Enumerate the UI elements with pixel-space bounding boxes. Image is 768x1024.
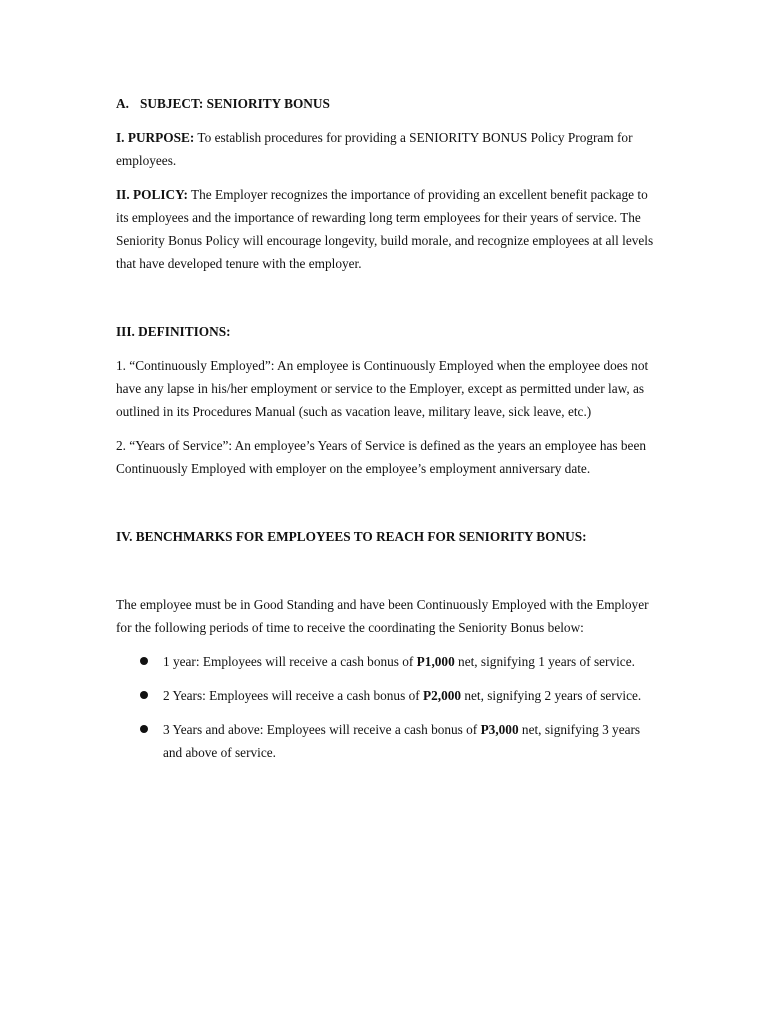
bonus-item-suffix: net, signifying 2 years of service. [461,688,642,703]
definition-item-2: 2. “Years of Service”: An employee’s Years of Service is defined as the years an employee has been Continuously Employed with employer on the employee’s employment anniversary date. [116,438,646,476]
policy-text: The Employer recognizes the importance of providing an excellent benefit package to its employees and the importance of rewarding long term employees for their years of service. The Seniority Bonus Policy will encourage longevity, build morale, and recognize employees at all levels that have developed tenure with the employer. [116,187,654,271]
bonus-list-item [116,650,656,673]
purpose-text: To establish procedures for providing a SENIORITY BONUS Policy Program for employees. [116,130,633,168]
definitions-heading: III. DEFINITIONS: [116,324,231,339]
bonus-list-item [116,718,656,764]
bonus-item-amount: P2,000 [422,688,462,703]
bonus-item-prefix: 2 Years: Employees will receive a cash bonus of [163,688,423,703]
section-a-title: SUBJECT: SENIORITY BONUS [140,96,330,111]
bullet-dot-icon [140,657,148,665]
bonus-item-prefix: 3 Years and above: Employees will receive a cash bonus of [163,722,481,737]
document-page [116,92,656,775]
policy-label: II. POLICY: [116,187,188,202]
benchmarks-intro: The employee must be in Good Standing and have been Continuously Employed with the Employer for the following periods of time to receive the coordinating the Seniority Bonus below: [116,597,649,635]
bonus-item-amount: P1,000 [416,654,455,669]
section-a-letter: A. [116,96,129,111]
purpose-paragraph [116,126,656,172]
purpose-label: I. PURPOSE: [116,130,195,145]
section-a-heading [116,92,656,115]
bonus-item-suffix: net, signifying 3 years and above of service. [163,722,641,760]
benchmarks-heading: IV. BENCHMARKS FOR EMPLOYEES TO REACH FOR SENIORITY BONUS: [116,529,587,544]
bonus-item-prefix: 1 year: Employees will receive a cash bonus of [163,654,417,669]
bonus-item-amount: P3,000 [480,722,519,737]
bonus-item-suffix: net, signifying 1 years of service. [454,654,635,669]
bonus-list-item [116,684,656,707]
bonus-list [116,650,656,764]
bullet-dot-icon [140,725,148,733]
bullet-dot-icon [140,691,148,699]
definition-item-1: 1. “Continuously Employed”: An employee is Continuously Employed when the employee does not have any lapse in his/her employment or service to the Employer, except as permitted under law, as outlined in its Procedures Manual (such as vacation leave, military leave, sick leave, etc.) [116,358,649,419]
policy-paragraph [116,183,656,275]
